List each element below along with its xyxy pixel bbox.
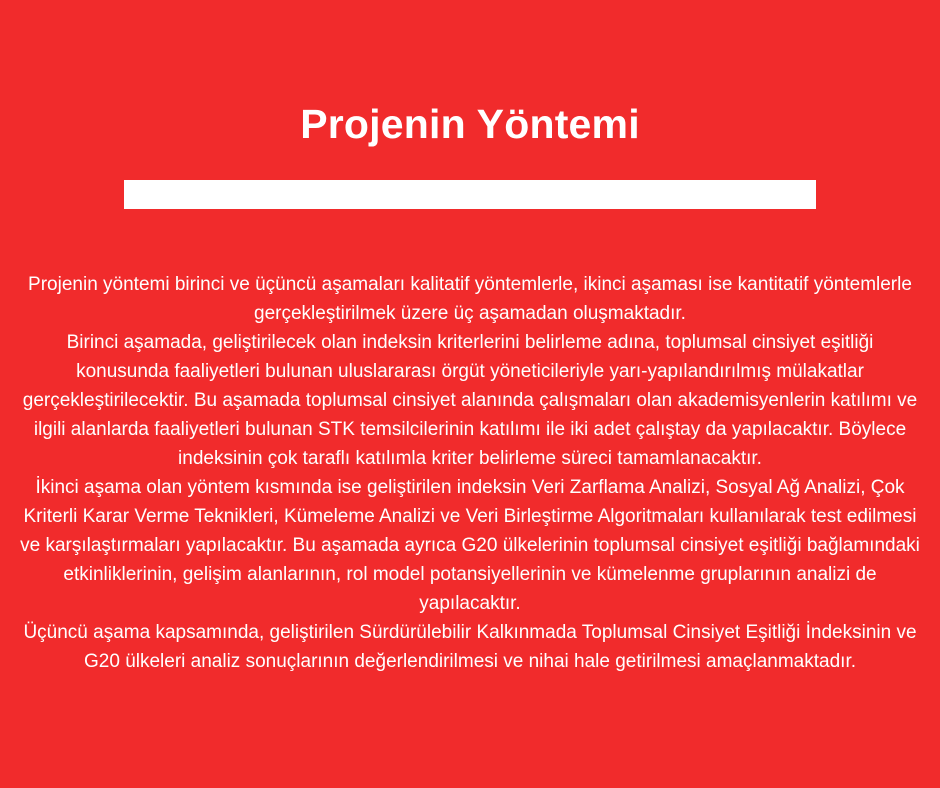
paragraph-stage-two: İkinci aşama olan yöntem kısmında ise geliştirilen indeksin Veri Zarflama Analizi, Sosyal Ağ Analizi, Çok Kriterli Karar Verme Teknikleri, Kümeleme Analizi ve Veri Birleştirme Algoritmaları kullanılarak test edilmesi ve karşılaştırmaları yapılacaktır. Bu aşamada ayrıca G20 ülkelerinin toplumsal cinsiyet eşitliği bağlamındaki etkinliklerinin, gelişim alanlarının, rol model potansiyellerinin ve kümelenme gruplarının analizi de yapılacaktır.: [20, 477, 920, 614]
title-divider-bar: [124, 180, 816, 209]
paragraph-stage-three: Üçüncü aşama kapsamında, geliştirilen Sürdürülebilir Kalkınmada Toplumsal Cinsiyet Eşitliği İndeksinin ve G20 ülkeleri analiz sonuçlarının değerlendirilmesi ve nihai hale getirilmesi amaçlanmaktadır.: [23, 622, 917, 672]
paragraph-stage-one: Birinci aşamada, geliştirilecek olan indeksin kriterlerini belirleme adına, toplumsal cinsiyet eşitliği konusunda faaliyetleri bulunan uluslararası örgüt yöneticileriyle yarı-yapılandırılmış mülakatlar gerçekleştirilecektir. Bu aşamada toplumsal cinsiyet alanında çalışmaları olan akademisyenlerin katılımı ve ilgili alanlarda faaliyetleri bulunan STK temsilcilerinin katılımı ile iki adet çalıştay da yapılacaktır. Böylece indeksinin çok taraflı katılımla kriter belirleme süreci tamamlanacaktır.: [22, 332, 918, 469]
paragraph-intro: Projenin yöntemi birinci ve üçüncü aşamaları kalitatif yöntemlerle, ikinci aşaması ise kantitatif yöntemlerle gerçekleştirilmek üzere üç aşamadan oluşmaktadır.: [28, 274, 912, 324]
body-text: [18, 270, 922, 676]
page-title: Projenin Yöntemi: [300, 101, 640, 147]
